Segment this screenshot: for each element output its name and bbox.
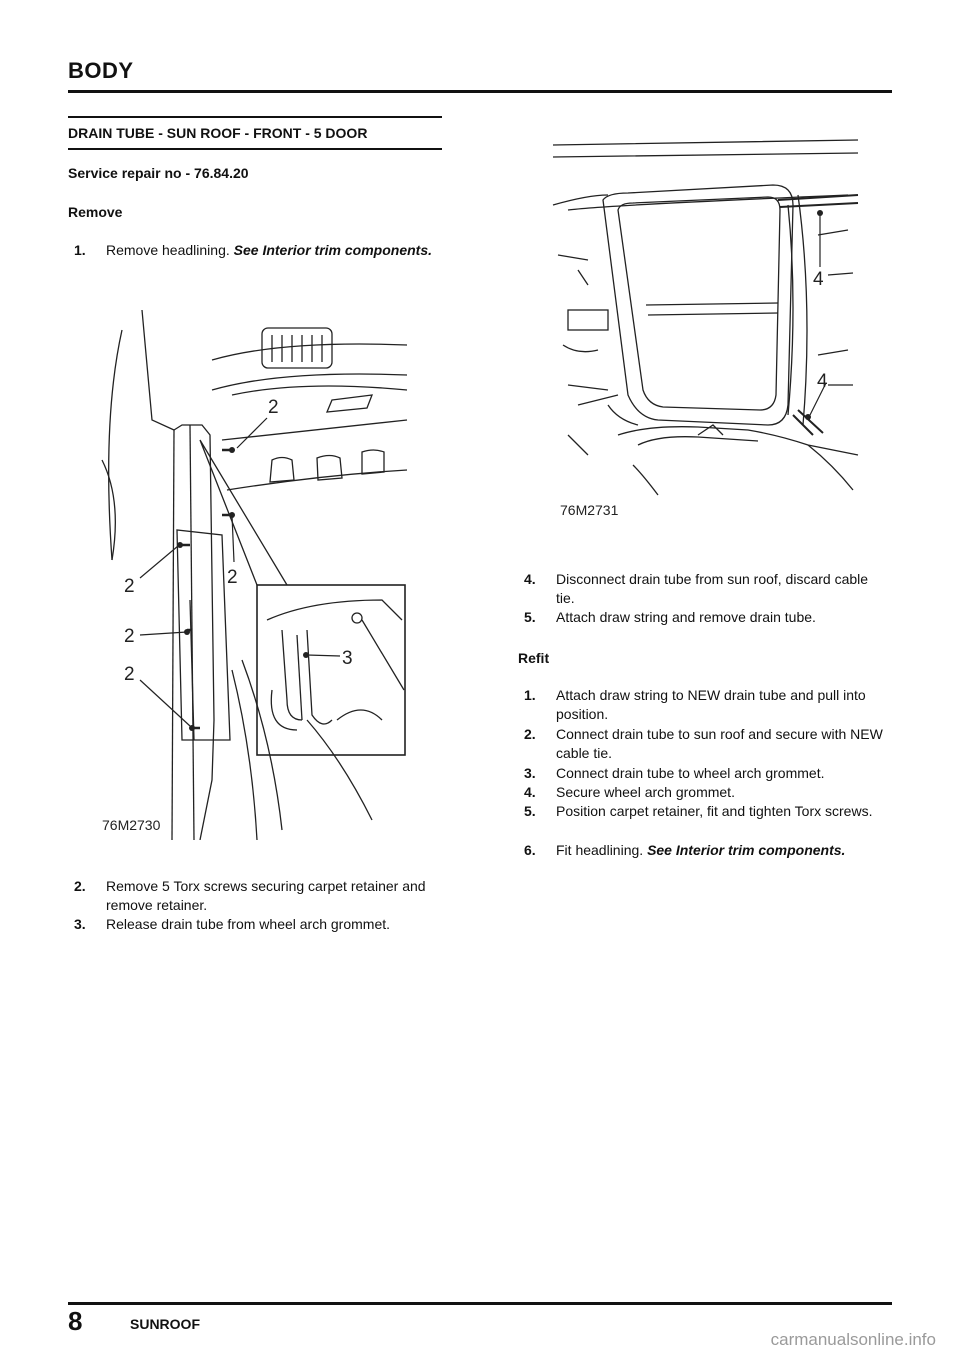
refit-step-3 <box>524 764 894 783</box>
callout-2a: 2 <box>268 397 279 418</box>
step-number: 3. <box>524 765 536 781</box>
remove-step-2 <box>74 877 444 915</box>
callout-4b: 4 <box>817 371 828 392</box>
section-rule-bottom <box>68 148 442 150</box>
refit-step-1 <box>524 686 884 724</box>
section-title: DRAIN TUBE - SUN ROOF - FRONT - 5 DOOR <box>68 125 368 141</box>
step-number: 2. <box>74 878 86 894</box>
cross-reference-link[interactable]: See Interior trim components. <box>233 242 433 258</box>
callout-2d: 2 <box>124 626 135 647</box>
step-text: Position carpet retainer, fit and tighten Torx screws. <box>556 803 873 819</box>
callout-2e: 2 <box>124 664 135 685</box>
refit-step-4 <box>524 783 894 802</box>
step-number: 4. <box>524 784 536 800</box>
page-header-title: BODY <box>68 58 134 83</box>
step-text: Secure wheel arch grommet. <box>556 784 735 800</box>
step-text: Connect drain tube to wheel arch grommet. <box>556 765 825 781</box>
figure-76M2731 <box>548 135 863 525</box>
footer-rule <box>68 1302 892 1305</box>
step-text: Remove headlining. <box>106 242 230 258</box>
watermark: carmanualsonline.info <box>770 1330 936 1349</box>
remove-step-5 <box>524 608 884 627</box>
cross-reference-link[interactable]: See Interior trim components. <box>647 842 846 858</box>
step-text: Fit headlining. <box>556 842 644 858</box>
section-rule-top <box>68 116 442 118</box>
figure-76M2730 <box>82 300 412 840</box>
figure-76M2730-illustration <box>82 300 412 840</box>
step-text: Connect drain tube to sun roof and secure with NEW cable tie. <box>556 726 883 761</box>
refit-step-6 <box>524 841 904 860</box>
step-number: 1. <box>524 687 536 703</box>
refit-step-2 <box>524 725 894 763</box>
figure-label: 76M2730 <box>102 817 161 833</box>
step-text: Remove 5 Torx screws securing carpet retainer and remove retainer. <box>106 878 426 913</box>
step-number: 2. <box>524 726 536 742</box>
step-text: Disconnect drain tube from sun roof, discard cable tie. <box>556 571 869 606</box>
remove-step-4 <box>524 570 884 608</box>
step-number: 5. <box>524 609 536 625</box>
step-number: 3. <box>74 916 86 932</box>
step-number: 4. <box>524 571 536 587</box>
refit-heading: Refit <box>518 650 550 666</box>
callout-3: 3 <box>342 648 353 669</box>
step-number: 5. <box>524 803 536 819</box>
figure-76M2731-illustration <box>548 135 863 525</box>
callout-2c: 2 <box>124 576 135 597</box>
header-rule <box>68 90 892 93</box>
callout-2b: 2 <box>227 567 238 588</box>
refit-step-5 <box>524 802 884 821</box>
step-number: 1. <box>74 242 86 258</box>
remove-step-3 <box>74 915 454 934</box>
service-repair-number: Service repair no - 76.84.20 <box>68 165 249 181</box>
page-number: 8 <box>68 1306 83 1336</box>
step-text: Attach draw string to NEW drain tube and pull into position. <box>556 687 866 722</box>
figure-label: 76M2731 <box>560 502 619 518</box>
footer-section-name: SUNROOF <box>130 1316 200 1332</box>
step-text: Attach draw string and remove drain tube. <box>556 609 816 625</box>
callout-4a: 4 <box>813 269 824 290</box>
step-number: 6. <box>524 842 536 858</box>
step-text: Release drain tube from wheel arch grommet. <box>106 916 391 932</box>
remove-heading: Remove <box>68 204 123 220</box>
remove-step-1 <box>74 241 434 260</box>
